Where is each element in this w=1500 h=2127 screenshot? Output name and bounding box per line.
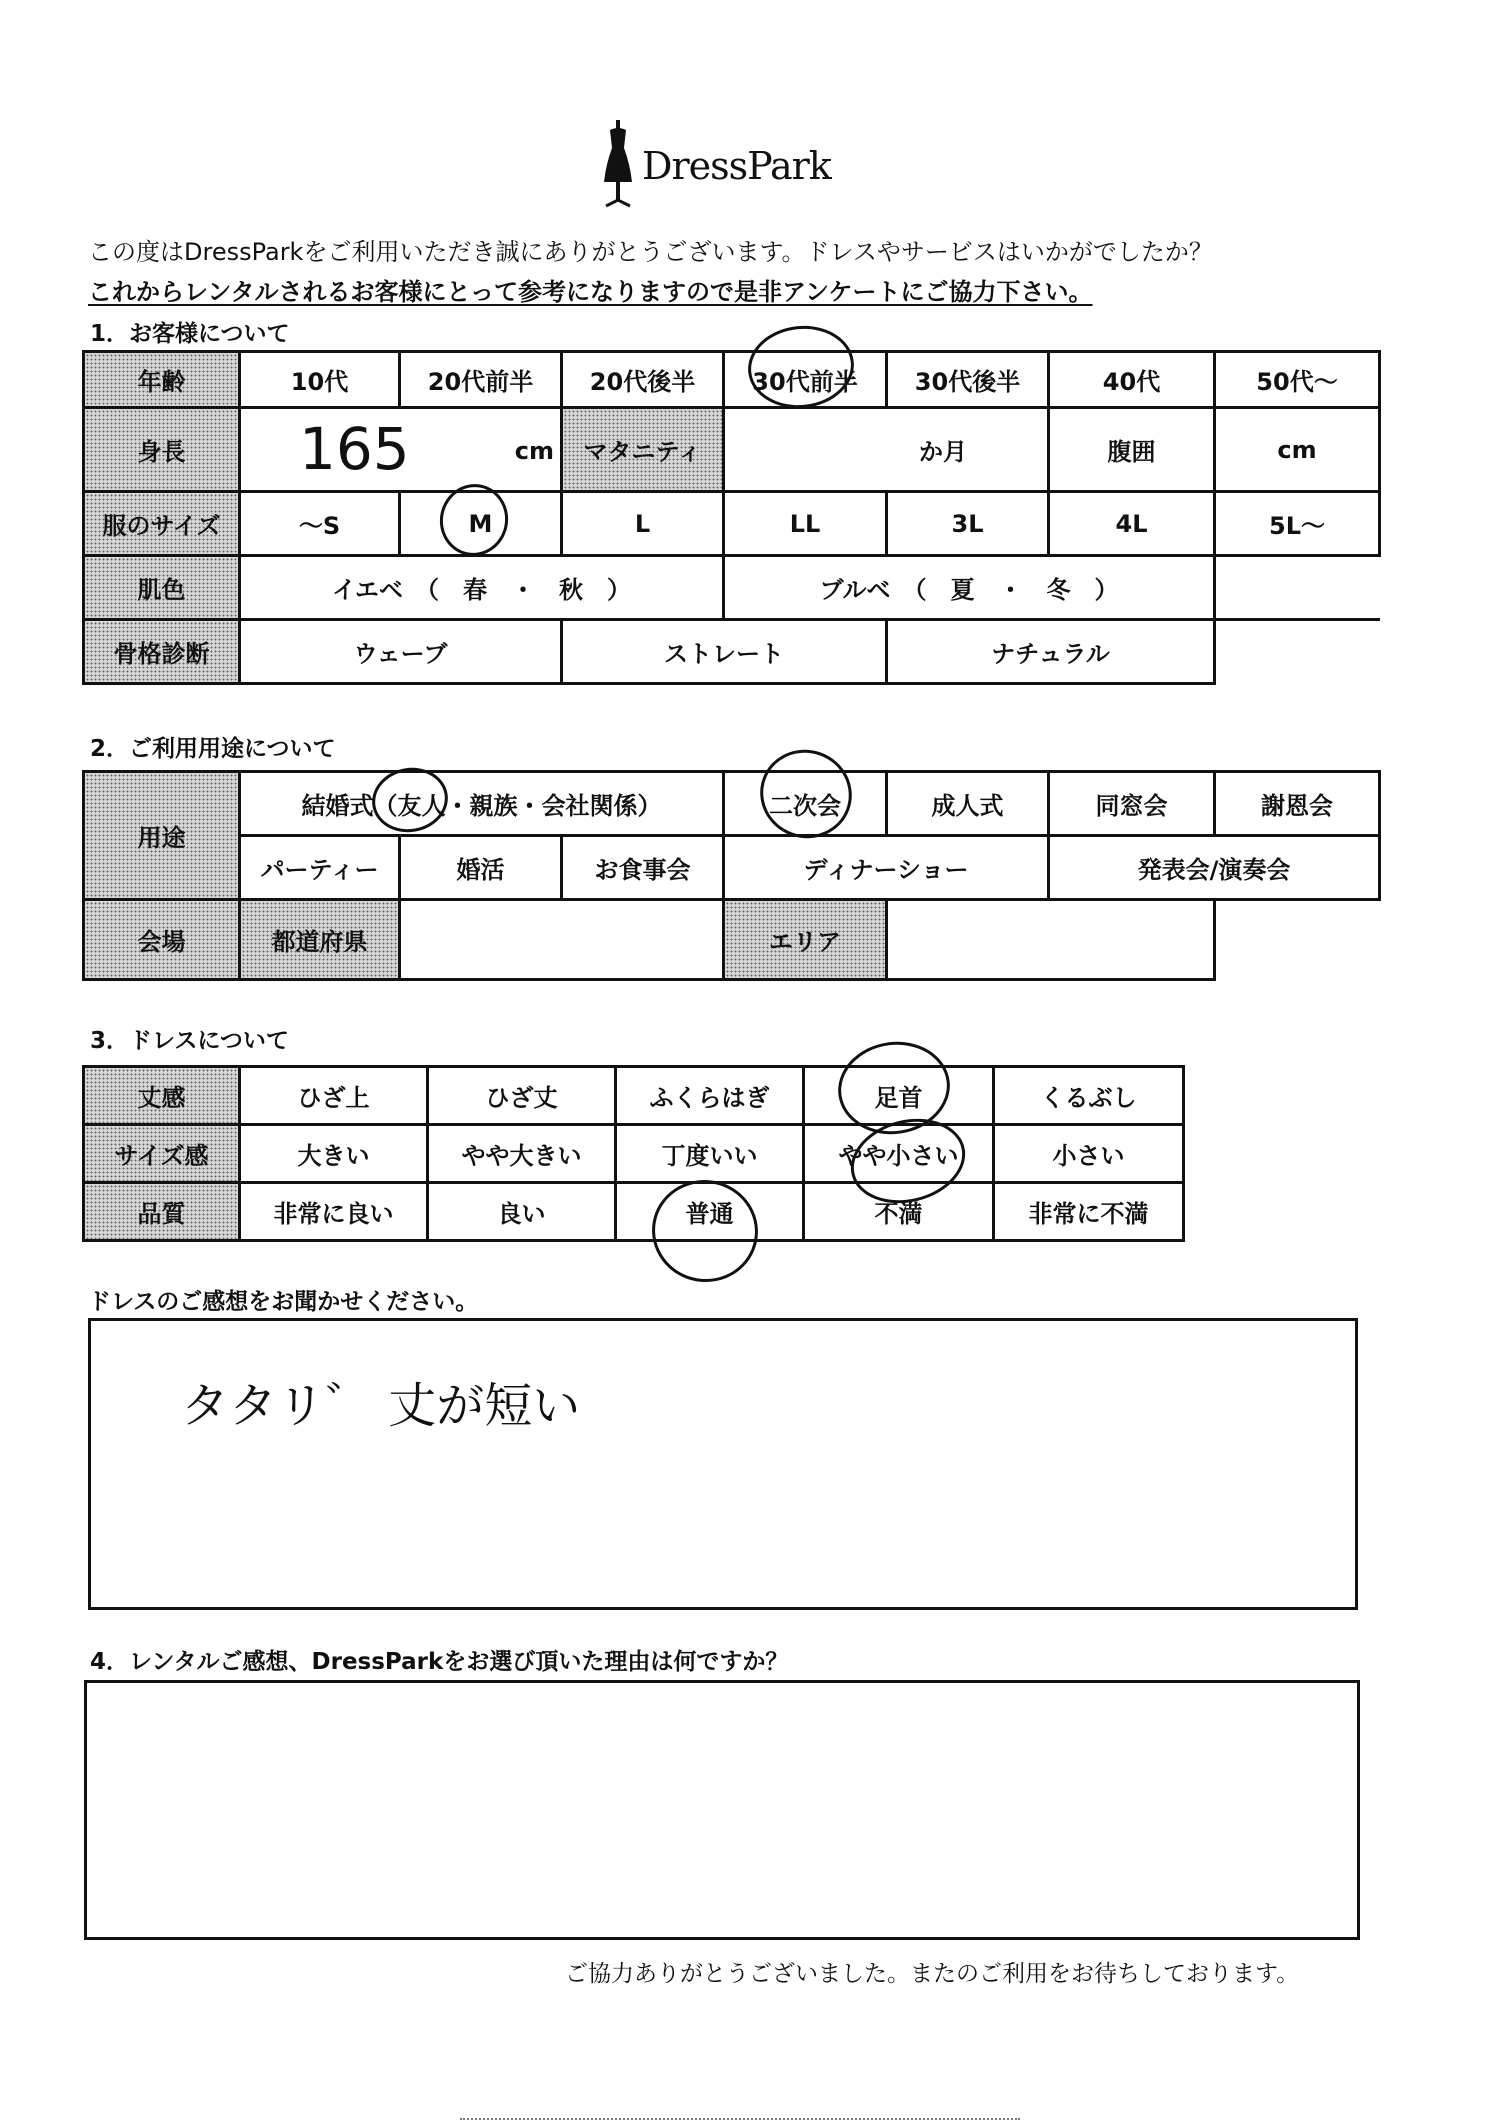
fit-option[interactable]: やや大きい bbox=[428, 1125, 616, 1183]
length-option[interactable]: ふくらはぎ bbox=[616, 1067, 804, 1125]
use-option[interactable]: お食事会 bbox=[562, 836, 724, 900]
dress-comment-text: タタリ゛ 丈が短い bbox=[181, 1378, 581, 1434]
maternity-months[interactable]: か月 bbox=[724, 408, 1049, 492]
size-option[interactable]: 4L bbox=[1049, 492, 1215, 556]
brand-logo bbox=[600, 120, 840, 210]
dress-table bbox=[82, 1065, 1185, 1242]
fit-option[interactable]: 丁度いい bbox=[616, 1125, 804, 1183]
frame-option[interactable]: ナチュラル bbox=[887, 620, 1215, 684]
prefecture-field[interactable] bbox=[400, 900, 724, 980]
size-option[interactable]: 5L～ bbox=[1215, 492, 1380, 556]
height-unit: cm bbox=[514, 437, 554, 465]
maternity-label: マタニティ bbox=[562, 408, 724, 492]
skin-blue-option[interactable]: ブルベ （ 夏 ・ 冬 ） bbox=[724, 556, 1215, 620]
size-option[interactable]: LL bbox=[724, 492, 887, 556]
waist-label: 腹囲 bbox=[1049, 408, 1215, 492]
age-option[interactable]: 20代前半 bbox=[400, 352, 562, 408]
section3-title: 3．ドレスについて bbox=[90, 1028, 289, 1054]
age-option[interactable]: 50代～ bbox=[1215, 352, 1380, 408]
dress-comment-box[interactable] bbox=[88, 1318, 1358, 1610]
length-option[interactable]: ひざ丈 bbox=[428, 1067, 616, 1125]
use-option[interactable]: 婚活 bbox=[400, 836, 562, 900]
length-label: 丈感 bbox=[84, 1067, 240, 1125]
length-option[interactable]: くるぶし bbox=[994, 1067, 1184, 1125]
quality-option[interactable]: 非常に良い bbox=[240, 1183, 428, 1241]
use-option[interactable]: パーティー bbox=[240, 836, 400, 900]
quality-option[interactable]: 非常に不満 bbox=[994, 1183, 1184, 1241]
quality-option[interactable]: 不満 bbox=[804, 1183, 994, 1241]
greeting-text: この度はDressParkをご利用いただき誠にありがとうございます。ドレスやサービスはいかがでしたか？ bbox=[88, 238, 1213, 266]
frame-option[interactable]: ウェーブ bbox=[240, 620, 562, 684]
use-option[interactable]: 発表会/演奏会 bbox=[1049, 836, 1380, 900]
size-option[interactable]: 3L bbox=[887, 492, 1049, 556]
fit-option[interactable]: 小さい bbox=[994, 1125, 1184, 1183]
section1-title: 1．お客様について bbox=[90, 321, 290, 347]
length-option-selected[interactable]: 足首 bbox=[804, 1067, 994, 1125]
use-option-selected[interactable]: 二次会 bbox=[724, 772, 887, 836]
quality-option-selected[interactable]: 普通 bbox=[616, 1183, 804, 1241]
size-option[interactable]: ～S bbox=[240, 492, 400, 556]
age-option[interactable]: 30代後半 bbox=[887, 352, 1049, 408]
fit-option[interactable]: 大きい bbox=[240, 1125, 428, 1183]
brand-name: DressPark bbox=[642, 144, 831, 188]
quality-label: 品質 bbox=[84, 1183, 240, 1241]
age-option[interactable]: 10代 bbox=[240, 352, 400, 408]
length-option[interactable]: ひざ上 bbox=[240, 1067, 428, 1125]
footer-thanks: ご協力ありがとうございました。またのご利用をお待ちしております。 bbox=[565, 1961, 1300, 1987]
area-label: エリア bbox=[724, 900, 887, 980]
dress-form-icon bbox=[600, 120, 636, 210]
fit-label: サイズ感 bbox=[84, 1125, 240, 1183]
section2-title: 2．ご利用用途について bbox=[90, 736, 336, 762]
use-option[interactable]: ディナーショー bbox=[724, 836, 1049, 900]
size-option[interactable]: L bbox=[562, 492, 724, 556]
frame-label: 骨格診断 bbox=[84, 620, 240, 684]
request-text: これからレンタルされるお客様にとって参考になりますので是非アンケートにご協力下さい。 bbox=[88, 278, 1093, 306]
age-option[interactable]: 40代 bbox=[1049, 352, 1215, 408]
fit-option-selected[interactable]: やや小さい bbox=[804, 1125, 994, 1183]
quality-option[interactable]: 良い bbox=[428, 1183, 616, 1241]
age-option[interactable]: 20代後半 bbox=[562, 352, 724, 408]
usage-table bbox=[82, 770, 1381, 981]
height-label: 身長 bbox=[84, 408, 240, 492]
age-label: 年齢 bbox=[84, 352, 240, 408]
customer-table bbox=[82, 350, 1381, 685]
dress-comment-prompt: ドレスのご感想をお聞かせください。 bbox=[88, 1289, 479, 1315]
page-edge-divider bbox=[460, 2118, 1020, 2120]
skin-yellow-option[interactable]: イエベ （ 春 ・ 秋 ） bbox=[240, 556, 724, 620]
waist-unit[interactable]: cm bbox=[1215, 408, 1380, 492]
size-option-selected[interactable]: M bbox=[400, 492, 562, 556]
venue-label: 会場 bbox=[84, 900, 240, 980]
size-label: 服のサイズ bbox=[84, 492, 240, 556]
section4-title: 4．レンタルご感想、DressParkをお選び頂いた理由は何ですか？ bbox=[90, 1649, 789, 1675]
skin-label: 肌色 bbox=[84, 556, 240, 620]
use-option[interactable]: 同窓会 bbox=[1049, 772, 1215, 836]
prefecture-label: 都道府県 bbox=[240, 900, 400, 980]
use-option[interactable]: 成人式 bbox=[887, 772, 1049, 836]
height-value: 165 bbox=[299, 415, 410, 483]
rental-comment-box[interactable] bbox=[84, 1680, 1360, 1940]
frame-option[interactable]: ストレート bbox=[562, 620, 887, 684]
use-option[interactable]: 謝恩会 bbox=[1215, 772, 1380, 836]
age-option-selected[interactable]: 30代前半 bbox=[724, 352, 887, 408]
use-label: 用途 bbox=[84, 772, 240, 900]
area-field[interactable] bbox=[887, 900, 1215, 980]
height-field[interactable] bbox=[240, 408, 562, 492]
use-option-wedding[interactable]: 結婚式（友人・親族・会社関係） bbox=[240, 772, 724, 836]
